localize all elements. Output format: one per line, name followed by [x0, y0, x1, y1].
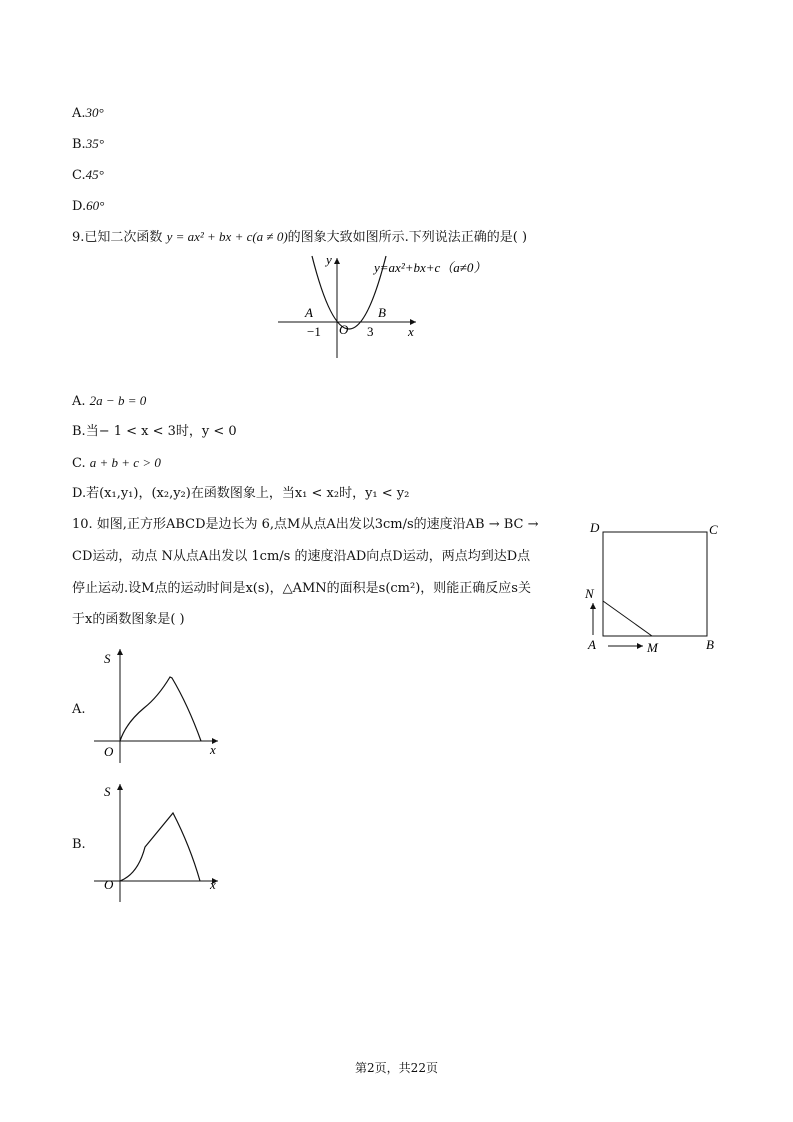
- q10-label-d: D: [590, 520, 600, 535]
- q9-option-d: D.若(x₁,y₁)，(x₂,y₂)在函数图象上，当x₁ < x₂时，y₁ < y₂: [72, 486, 410, 501]
- q9-x-label: x: [408, 324, 414, 339]
- q10-option-b-graph: [90, 780, 230, 905]
- q9-parabola-figure: [276, 250, 546, 362]
- q9-y-label: y: [326, 252, 332, 267]
- q10-stem-line-2: CD运动，动点 N从点A出发以 1cm/s 的速度沿AD向点D运动，两点均到达D点: [72, 549, 531, 564]
- q9-point-b-label: B: [378, 305, 386, 320]
- q10-segment-nm: [603, 601, 652, 636]
- q9-origin-label: O: [339, 322, 349, 337]
- graph-b-origin-label: O: [104, 877, 114, 892]
- q10-label-b: B: [706, 637, 714, 652]
- q9-point-a-label: A: [305, 305, 313, 320]
- graph-a-s-label: S: [104, 651, 111, 666]
- q8-option-c: C.45°: [72, 167, 104, 183]
- q9-option-a: A. 2a − b = 0: [72, 393, 147, 409]
- q10-option-b-letter: B.: [72, 837, 86, 852]
- graph-a-origin-label: O: [104, 744, 114, 759]
- q9-option-b: B.当− 1 < x < 3时，y < 0: [72, 424, 237, 439]
- q10-label-n: N: [585, 586, 594, 601]
- graph-b-x-label: x: [210, 877, 216, 892]
- q10-option-a-graph: [90, 645, 230, 770]
- graph-a-curve: [120, 677, 201, 741]
- q10-label-a: A: [588, 637, 596, 652]
- q10-stem-line-4: 于x的函数图象是( ): [72, 612, 185, 627]
- graph-b-curve: [120, 813, 200, 881]
- q10-square: [603, 532, 707, 636]
- q9-equation-label: y=ax²+bx+c（a≠0）: [374, 260, 487, 275]
- q9-stem: 9.已知二次函数 y = ax² + bx + c(a ≠ 0)的图象大致如图所示.下列说法正确的是( ): [72, 229, 528, 245]
- graph-a-x-label: x: [210, 742, 216, 757]
- q8-option-b: B.35°: [72, 136, 104, 152]
- q10-label-m: M: [647, 640, 658, 655]
- q8-option-a: A.30°: [72, 105, 104, 121]
- q10-option-a-letter: A.: [72, 702, 86, 717]
- q9-minus-one-label: −1: [307, 324, 321, 339]
- page-footer: 第2页，共22页: [355, 1061, 438, 1075]
- q9-three-label: 3: [367, 324, 374, 339]
- q10-stem-line-3: 停止运动.设M点的运动时间是x(s)，△AMN的面积是s(cm²)，则能正确反应s关: [72, 581, 531, 596]
- q10-label-c: C: [709, 522, 718, 537]
- q10-stem-line-1: 10. 如图,正方形ABCD是边长为 6,点M从点A出发以3cm/s的速度沿AB → BC →: [72, 517, 539, 532]
- graph-b-s-label: S: [104, 784, 111, 799]
- q8-option-d: D.60°: [72, 198, 105, 214]
- q9-option-c: C. a + b + c > 0: [72, 455, 161, 471]
- q10-square-figure: [580, 515, 725, 660]
